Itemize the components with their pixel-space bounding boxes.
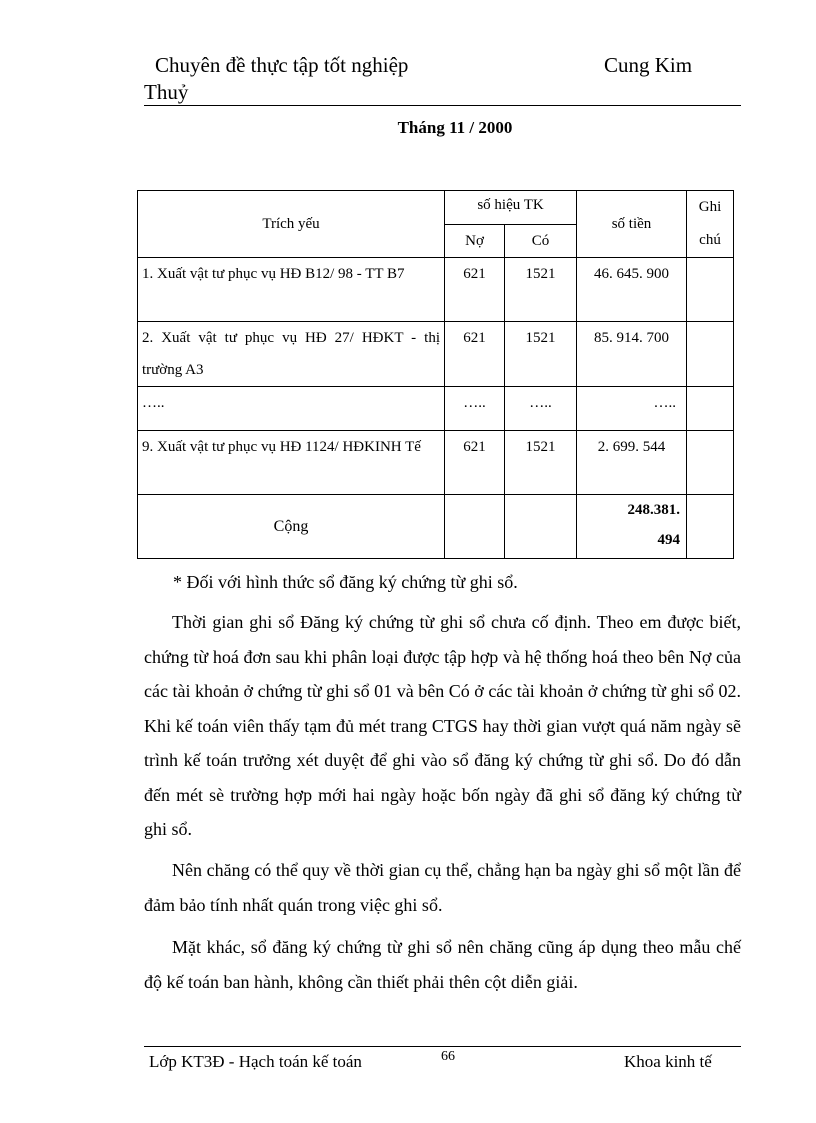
row-so-tien: 85. 914. 700 [577,322,687,387]
table-row [138,258,734,322]
table-row [138,322,734,387]
col-no-header: Nợ [445,225,505,258]
paragraph-1: Thời gian ghi sổ Đăng ký chứng từ ghi sổ chưa cố định. Theo em được biết, chứng từ hoá đơn sau khi phân loại được tập hợp và hệ thống hoá theo bên Nợ của các tài khoản ở chứng từ ghi sổ 01 và bên Có ở các tài khoản ở chứng từ ghi sổ 02. Khi kế toán viên thấy tạm đủ mét trang CTGS hay thời gian vượt quá năm ngày sẽ trình kế toán trưởng xét duyệt để ghi vào sổ đăng ký chứng từ ghi sổ. Do đó dẫn đến mét sè trường hợp mới hai ngày hoặc bốn ngày đã ghi sổ đăng ký chứng từ ghi sổ. [144,612,741,839]
row-no: 621 [445,322,505,387]
table-header-row [138,191,734,225]
footer-rule [144,1046,741,1047]
paragraph-2: Nên chăng có thể quy về thời gian cụ thể, chẳng hạn ba ngày ghi sổ một lần để đảm bảo tính nhất quán trong việc ghi sổ. [144,860,741,915]
table-total-row [138,495,734,559]
header-continuation: Thuỷ [144,80,189,104]
row-trich-yeu: 2. Xuất vật tư phục vụ HĐ 27/ HĐKT - thị trường A3 [138,322,445,387]
col-trich-yeu-header: Trích yếu [138,191,445,258]
row-so-tien: 46. 645. 900 [577,258,687,322]
table-row [138,387,734,431]
row-trich-yeu: 9. Xuất vật tư phục vụ HĐ 1124/ HĐKINH Tế [138,431,445,495]
col-so-tien-header: số tiền [577,191,687,258]
total-ghi-chu [687,495,734,559]
ledger-table [137,190,734,559]
row-no: ….. [445,387,505,431]
paragraph-3: Mặt khác, sổ đăng ký chứng từ ghi sổ nên chăng cũng áp dụng theo mẫu chế độ kế toán ban hành, không cần thiết phải thên cột diễn giải. [144,937,741,992]
page-number: 66 [441,1049,455,1064]
total-label: Cộng [138,495,445,559]
header-rule [144,105,741,106]
footer-right: Khoa kinh tế [624,1052,712,1071]
row-ghi-chu [687,258,734,322]
total-no [445,495,505,559]
row-so-tien: ….. [577,387,687,431]
row-co: 1521 [505,258,577,322]
row-ghi-chu [687,387,734,431]
row-co: ….. [505,387,577,431]
footer-left: Lớp KT3Đ - Hạch toán kế toán [149,1052,362,1071]
row-no: 621 [445,258,505,322]
table-row [138,431,734,495]
row-co: 1521 [505,322,577,387]
total-co [505,495,577,559]
row-trich-yeu: 1. Xuất vật tư phục vụ HĐ B12/ 98 - TT B7 [138,258,445,322]
row-co: 1521 [505,431,577,495]
page-title: Tháng 11 / 2000 [397,118,513,137]
row-ghi-chu [687,431,734,495]
col-co-header: Có [505,225,577,258]
col-ghi-chu-header: Ghi chú [687,191,734,258]
row-no: 621 [445,431,505,495]
header-left: Chuyên đề thực tập tốt nghiệp [155,53,409,77]
total-so-tien: 248.381. 494 [577,495,687,559]
col-so-hieu-tk-header: số hiệu TK [445,191,577,225]
header-right: Cung Kim [604,53,693,77]
row-ghi-chu [687,322,734,387]
row-so-tien: 2. 699. 544 [577,431,687,495]
sub-heading: * Đối với hình thức sổ đăng ký chứng từ ghi sổ. [173,572,518,592]
row-trich-yeu: ….. [138,387,445,431]
